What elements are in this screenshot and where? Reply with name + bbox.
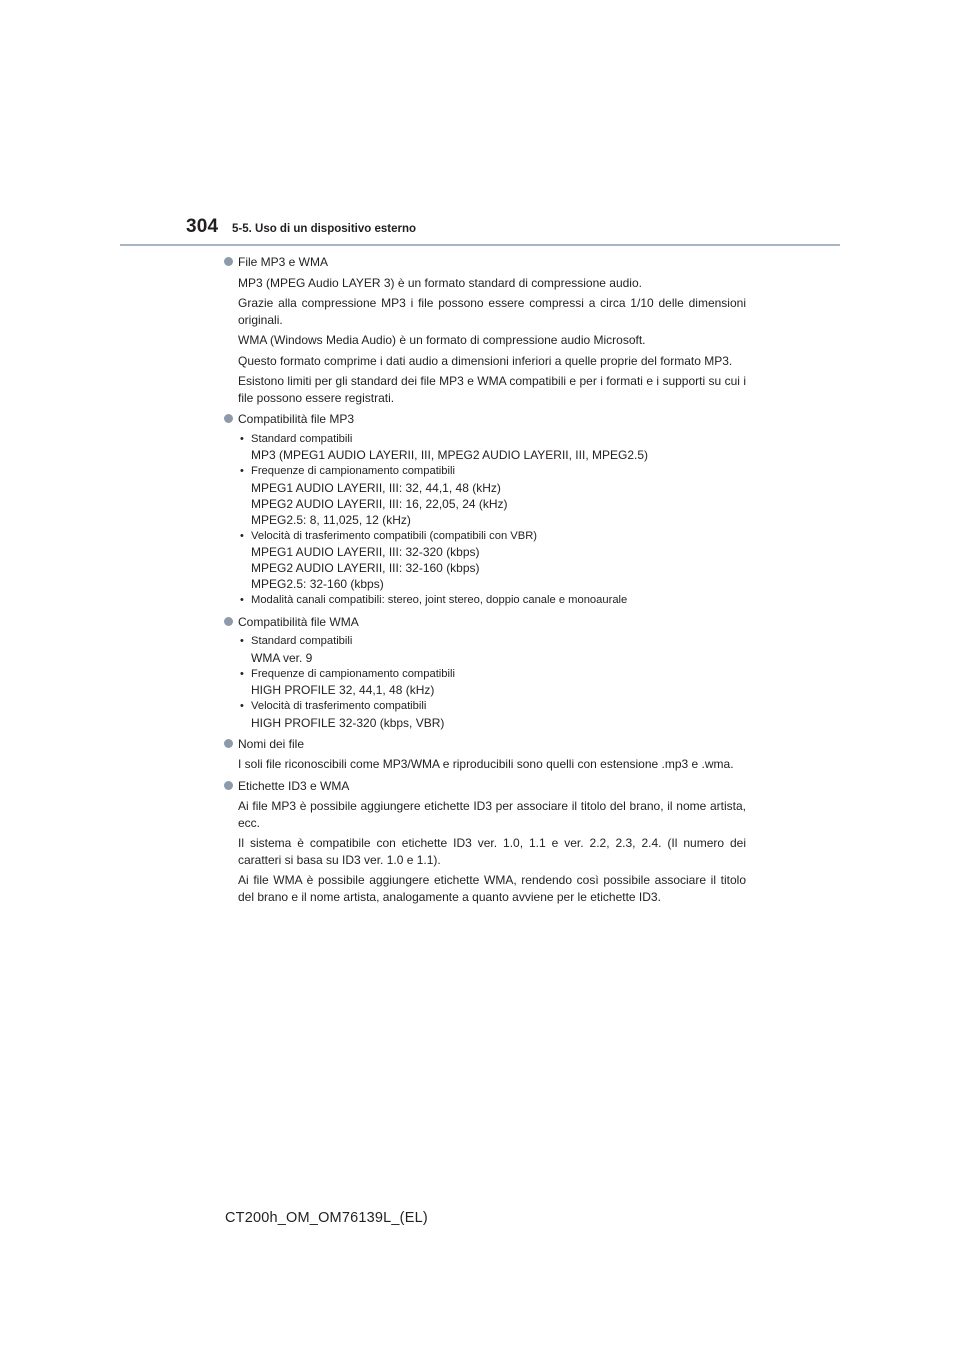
spec-item <box>238 528 746 593</box>
spec-label: Standard compatibili <box>251 635 353 647</box>
small-bullet-icon: • <box>240 594 244 606</box>
section-heading-text: Nomi dei file <box>238 736 305 751</box>
spec-value: MPEG1 AUDIO LAYERII, III: 32-320 (kbps) <box>251 545 480 559</box>
spec-list <box>224 633 746 731</box>
small-bullet-icon: • <box>240 432 244 445</box>
paragraph: Ai file WMA è possibile aggiungere etichette WMA, rendendo così possibile associare il titolo del brano e il nome artista, analogamente a quanto avviene per le etichette ID3. <box>238 873 746 904</box>
bullet-dot-icon <box>224 739 233 748</box>
document-code: CT200h_OM_OM76139L_(EL) <box>225 1210 428 1226</box>
bullet-dot-icon <box>224 781 233 790</box>
section-heading-text: Compatibilità file MP3 <box>238 412 355 426</box>
bullet-dot-icon <box>224 257 233 266</box>
small-bullet-icon: • <box>240 465 244 477</box>
paragraph: Questo formato comprime i dati audio a dimensioni inferiori a quelle proprie del formato MP3. <box>238 353 733 368</box>
paragraph: Ai file MP3 è possibile aggiungere etichette ID3 per associare il titolo del brano, il nome artista, ecc. <box>238 799 746 830</box>
section-mp3-compatibility <box>224 411 746 609</box>
header-rule <box>120 244 840 246</box>
spec-item <box>238 666 746 699</box>
spec-item <box>238 633 746 666</box>
spec-label: Modalità canali compatibili: stereo, joint stereo, doppio canale e monoaurale <box>251 594 628 606</box>
bullet-dot-icon <box>224 617 233 626</box>
section-heading <box>224 736 746 753</box>
spec-label: Frequenze di campionamento compatibili <box>251 465 455 477</box>
spec-value: MP3 (MPEG1 AUDIO LAYERII, III, MPEG2 AUDIO LAYERII, III, MPEG2.5) <box>251 448 648 462</box>
page-number: 304 <box>186 216 219 237</box>
paragraph: I soli file riconoscibili come MP3/WMA e riproducibili sono quelli con estensione .mp3 e .wma. <box>238 757 734 771</box>
paragraph: Il sistema è compatibile con etichette ID3 ver. 1.0, 1.1 e ver. 2.2, 2.3, 2.4. (Il numero dei caratteri si basa su ID3 ver. 1.0 e 1.1). <box>238 836 746 867</box>
spec-item <box>238 431 746 464</box>
spec-item <box>238 698 746 731</box>
small-bullet-icon: • <box>240 667 244 680</box>
section-title: 5-5. Uso di un dispositivo esterno <box>232 223 417 235</box>
spec-value: MPEG2 AUDIO LAYERII, III: 16, 22,05, 24 (kHz) <box>251 496 508 511</box>
bullet-dot-icon <box>224 414 233 423</box>
section-file-names <box>224 736 746 773</box>
spec-item <box>238 463 746 528</box>
spec-value: MPEG2.5: 8, 11,025, 12 (kHz) <box>251 512 411 527</box>
spec-value: HIGH PROFILE 32, 44,1, 48 (kHz) <box>251 683 435 697</box>
section-heading-text: Compatibilità file WMA <box>238 614 359 629</box>
paragraph: MP3 (MPEG Audio LAYER 3) è un formato standard di compressione audio. <box>238 275 642 290</box>
spec-value: WMA ver. 9 <box>251 650 313 665</box>
section-heading-text: File MP3 e WMA <box>238 255 329 269</box>
paragraph: Grazie alla compressione MP3 i file possono essere compressi a circa 1/10 delle dimensioni originali. <box>238 296 746 327</box>
small-bullet-icon: • <box>240 700 244 712</box>
paragraph: Esistono limiti per gli standard dei file MP3 e WMA compatibili e per i formati e i supporti su cui i file possono essere registrati. <box>238 374 746 405</box>
section-mp3-wma <box>224 254 746 406</box>
section-heading <box>224 411 746 428</box>
paragraph: WMA (Windows Media Audio) è un formato di compressione audio Microsoft. <box>238 333 646 347</box>
page-content <box>224 254 746 910</box>
spec-label: Velocità di trasferimento compatibili (compatibili con VBR) <box>251 529 538 542</box>
spec-item <box>238 592 746 609</box>
section-id3-wma-tags <box>224 778 746 906</box>
section-heading-text: Etichette ID3 e WMA <box>238 778 350 793</box>
spec-label: Frequenze di campionamento compatibili <box>251 667 455 680</box>
spec-list <box>224 431 746 609</box>
spec-value: HIGH PROFILE 32-320 (kbps, VBR) <box>251 715 445 730</box>
spec-value: MPEG2 AUDIO LAYERII, III: 32-160 (kbps) <box>251 561 480 575</box>
section-heading <box>224 614 746 631</box>
section-wma-compatibility <box>224 614 746 731</box>
small-bullet-icon: • <box>240 635 244 647</box>
section-heading <box>224 254 746 271</box>
section-heading <box>224 778 746 795</box>
small-bullet-icon: • <box>240 529 244 542</box>
spec-value: MPEG1 AUDIO LAYERII, III: 32, 44,1, 48 (kHz) <box>251 480 501 495</box>
spec-label: Standard compatibili <box>251 432 353 445</box>
spec-label: Velocità di trasferimento compatibili <box>251 700 427 712</box>
spec-value: MPEG2.5: 32-160 (kbps) <box>251 577 384 591</box>
